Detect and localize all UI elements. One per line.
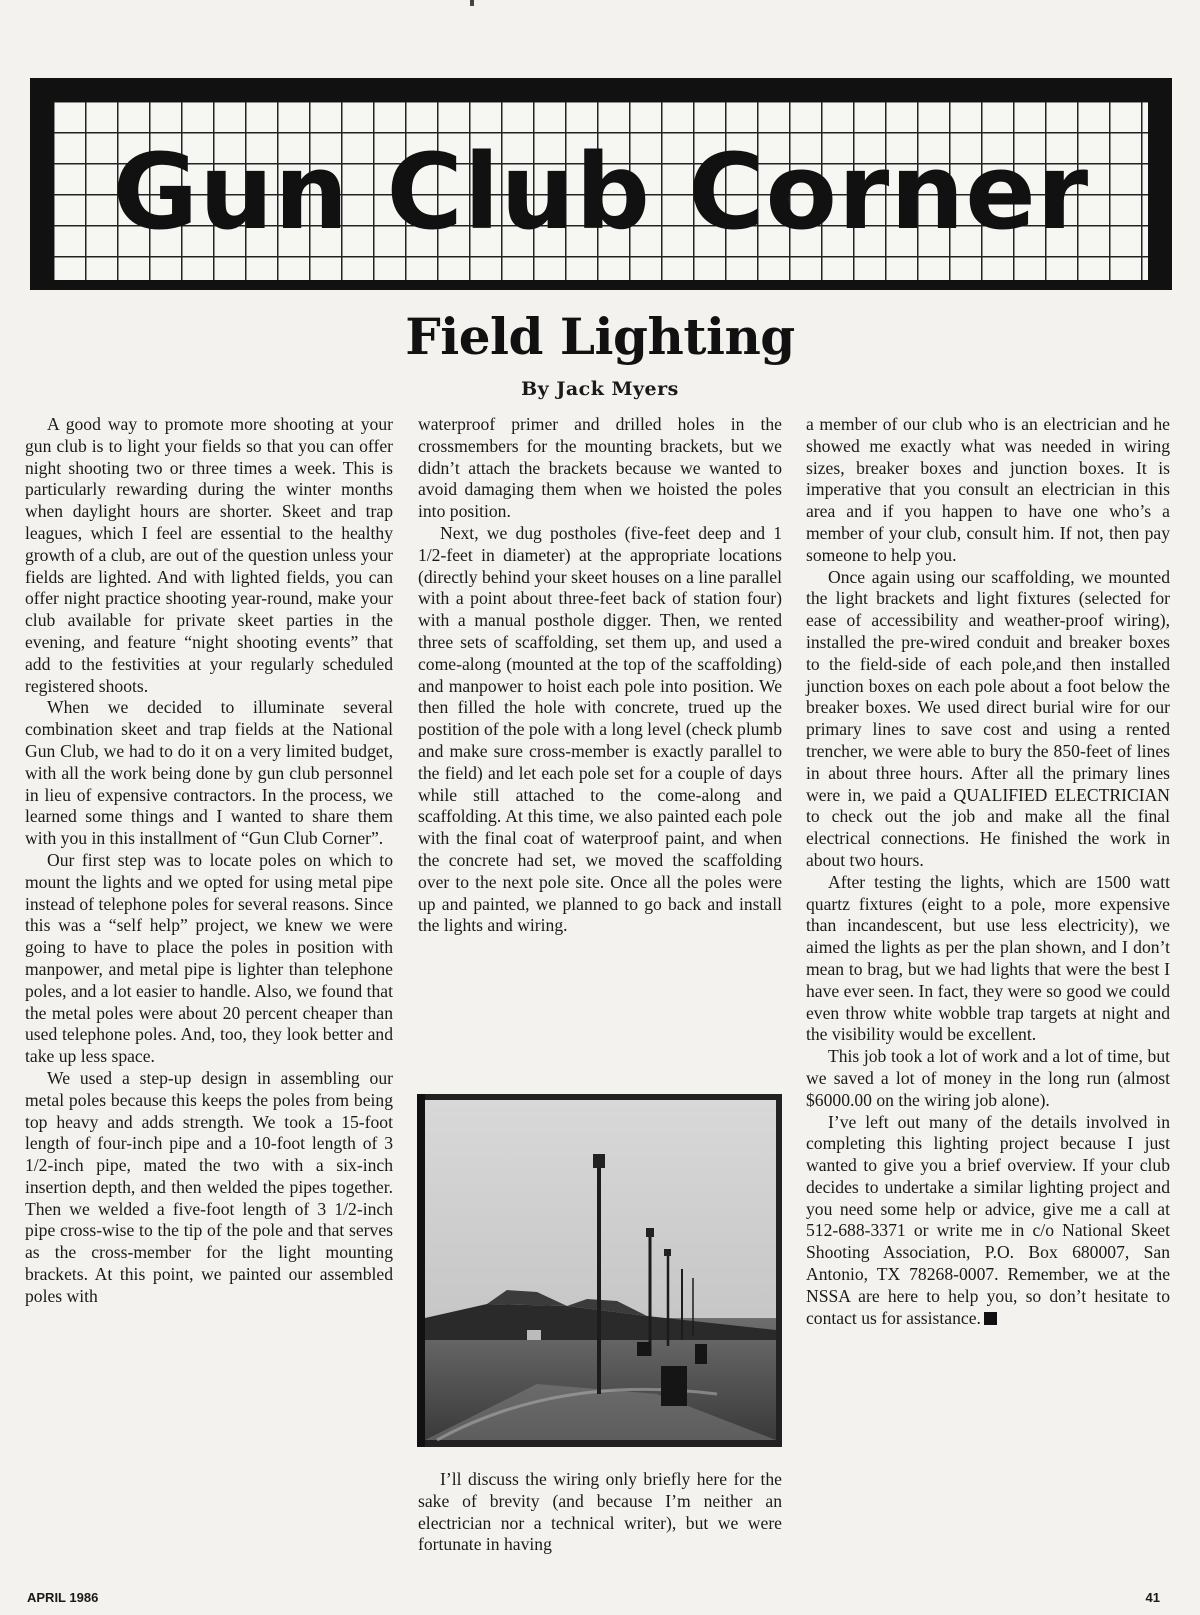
page-number: 41 <box>1145 1590 1160 1605</box>
paragraph: waterproof primer and drilled holes in the crossmembers for the mounting brackets, but we didn’t attach the brackets because we wanted to avoid damaging them when we hoisted the poles into position. <box>418 414 782 522</box>
paragraph: I’ll discuss the wiring only briefly here for the sake of brevity (and because I’m neither an electrician nor a technical writer), but we were fortunate in having <box>418 1469 782 1555</box>
paragraph: When we decided to illuminate several combination skeet and trap fields at the National Gun Club, we had to do it on a very limited budget, with all the work being done by gun club personnel in lieu of expensive contractors. In the process, we learned some things and I wanted to share them with you in this installment of “Gun Club Corner”. <box>25 697 393 849</box>
scan-mark <box>470 0 474 6</box>
paragraph: This job took a lot of work and a lot of time, but we saved a lot of money in the long run (almost $6000.00 on the wiring job alone). <box>806 1046 1170 1110</box>
paragraph: Our first step was to locate poles on which to mount the lights and we opted for using metal pipe instead of telephone poles for several reasons. Since this was a “self help” project, we knew we were going to have to place the poles in position with manpower, and metal pipe is lighter than telephone poles, and a lot easier to handle. Also, we found that the metal poles were about 20 percent cheaper than used telephone poles. And, too, they look better and take up less space. <box>25 849 393 1067</box>
photo-illustration <box>417 1094 782 1447</box>
column-1 <box>25 414 393 1308</box>
end-mark-icon <box>984 1312 997 1325</box>
paragraph: I’ve left out many of the details involved in completing this lighting project because I just wanted to give you a brief overview. If your club decides to undertake a similar lighting project and you need some help or advice, give me a call at 512-688-3371 or write me in c/o National Skeet Shooting Association, P.O. Box 680007, San Antonio, TX 78268-0007. Remember, we at the NSSA are here to help you, so don’t hesitate to contact us for assistance. <box>806 1111 1170 1328</box>
article-byline: By Jack Myers <box>521 378 679 400</box>
paragraph: Once again using our scaffolding, we mounted the light brackets and light fixtures (selected for ease of accessibility and weather-proof wiring), installed the pre-wired conduit and breaker boxes to the field-side of each pole,and then installed junction boxes on each pole about a foot below the breaker boxes. We used direct burial wire for our primary lines to save cost and using a rented trencher, we were able to bury the 850-feet of lines in about three hours. After all the primary lines were in, we paid a QUALIFIED ELECTRICIAN to check out the job and make all the final electrical connections. He finished the work in about two hours. <box>806 566 1170 870</box>
field-lighting-photo <box>417 1094 782 1447</box>
article-title: Field Lighting <box>405 307 795 366</box>
paragraph: a member of our club who is an electrician and he showed me exactly what was needed in wiring sizes, breaker boxes and junction boxes. It is imperative that you consult an electrician in this area and if you happen to have one who’s a member of your club, consult him. If not, then pay someone to help you. <box>806 414 1170 565</box>
paragraph: We used a step-up design in assembling our metal poles because this keeps the poles from being top heavy and adds strength. We took a 15-foot length of four-inch pipe and a 10-foot length of 3 1/2-inch pipe, mated the two with a six-inch insertion depth, and then welded the pipes together. Then we welded a five-foot length of 3 1/2-inch pipe cross-wise to the tip of the pole and that serves as the cross-member for the light mounting brackets. At this point, we painted our assembled poles with <box>25 1067 393 1306</box>
column-2-continued <box>418 1469 782 1556</box>
column-3 <box>806 414 1170 1329</box>
banner-title: Gun Club Corner <box>112 131 1090 253</box>
issue-date: APRIL 1986 <box>27 1590 99 1605</box>
paragraph: A good way to promote more shooting at your gun club is to light your fields so that you can offer night shooting two or three times a week. This is particularly rewarding during the winter months when daylight hours are shorter. Skeet and trap leagues, which I feel are essential to the healthy growth of a club, are out of the question unless your fields are lighted. And with lighted fields, you can offer night practice shooting year-round, make your club available for private skeet parties in the evening, and feature “night shooting events” that add to the festivities at your regularly scheduled registered shoots. <box>25 414 393 696</box>
column-banner <box>30 78 1172 290</box>
column-2 <box>418 414 782 937</box>
paragraph: Next, we dug postholes (five-feet deep and 1 1/2-feet in diameter) at the appropriate locations (directly behind your skeet houses on a line parallel with a point about three-feet back of station four) with a manual posthole digger. Then, we rented three sets of scaffolding, set them up, and used a come-along (mounted at the top of the scaffolding) and manpower to hoist each pole into position. We then filled the hole with concrete, trued up the postition of the pole with a long level (check plumb and make sure cross-member is exactly parallel to the field) and let each pole set for a couple of days while still attached to the come-along and scaffolding. At this time, we also painted each pole with the final coat of waterproof paint, and when the concrete had set, we moved the scaffolding over to the next pole site. Once all the poles were up and painted, we planned to go back and install the lights and wiring. <box>418 522 783 936</box>
grid-background <box>52 100 1150 282</box>
paragraph: After testing the lights, which are 1500 watt quartz fixtures (eight to a pole, more expensive than incandescent, but use less electricity), we aimed the lights as per the plan shown, and I don’t mean to brag, but we had lights that were the best I have ever seen. In fact, they were so good we could even throw white wobble trap targets at night and the visibility would be excellent. <box>806 871 1170 1045</box>
